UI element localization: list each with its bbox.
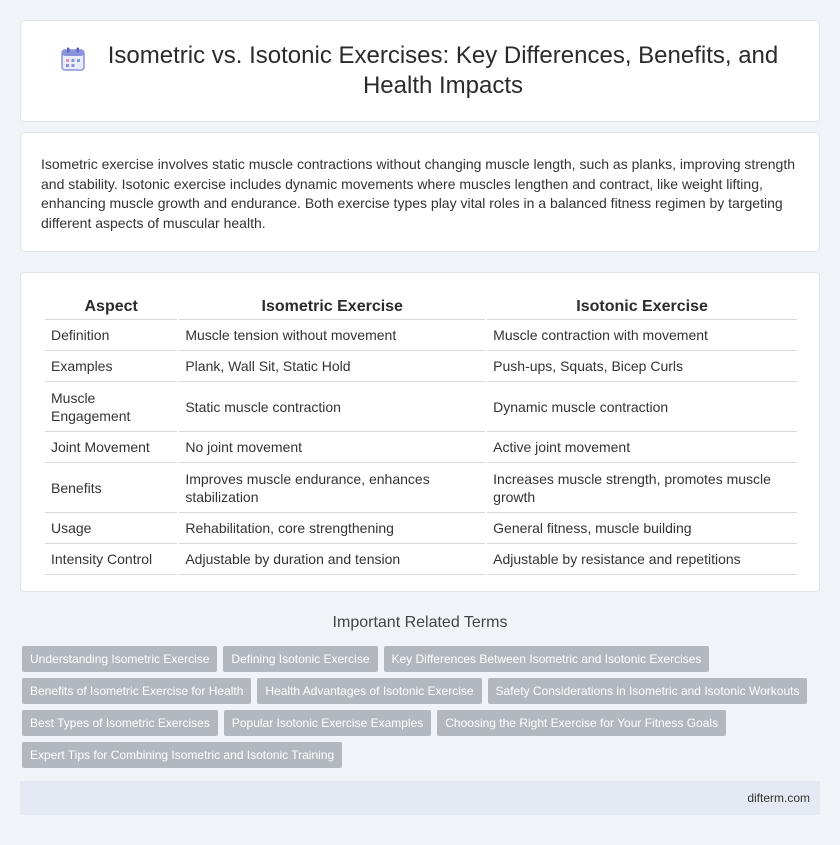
aspect-cell: Intensity Control [45, 544, 177, 575]
aspect-cell: Examples [45, 351, 177, 382]
isometric-cell: Muscle tension without movement [179, 320, 485, 351]
comparison-table [43, 295, 799, 575]
related-term-tag[interactable]: Choosing the Right Exercise for Your Fitness Goals [437, 710, 726, 736]
isometric-cell: No joint movement [179, 432, 485, 463]
related-term-tag[interactable]: Benefits of Isometric Exercise for Health [22, 678, 251, 704]
isometric-cell: Plank, Wall Sit, Static Hold [179, 351, 485, 382]
isometric-cell: Rehabilitation, core strengthening [179, 513, 485, 544]
table-row [45, 320, 797, 351]
header-isometric: Isometric Exercise [179, 295, 485, 320]
header-card [20, 20, 820, 122]
related-term-tag[interactable]: Popular Isotonic Exercise Examples [224, 710, 431, 736]
isotonic-cell: Increases muscle strength, promotes muscle growth [487, 463, 797, 513]
footer-site-link[interactable]: difterm.com [747, 791, 810, 805]
title-wrap [60, 41, 780, 101]
related-term-tag[interactable]: Expert Tips for Combining Isometric and Isotonic Training [22, 742, 342, 768]
aspect-cell: Definition [45, 320, 177, 351]
related-term-tag[interactable]: Key Differences Between Isometric and Isotonic Exercises [384, 646, 710, 672]
aspect-cell: Benefits [45, 463, 177, 513]
aspect-cell: Muscle Engagement [45, 382, 177, 432]
related-terms-tags [22, 646, 822, 774]
isotonic-cell: Push-ups, Squats, Bicep Curls [487, 351, 797, 382]
intro-paragraph: Isometric exercise involves static muscle contractions without changing muscle length, such as planks, improving strength and stability. Isotonic exercise includes dynamic movements where muscles lengthen and contract, like weight lifting, enhancing muscle growth and endurance. Both exercise types play vital roles in a balanced fitness regimen by targeting different aspects of muscular health. [41, 156, 796, 231]
calendar-icon [60, 46, 86, 72]
table-row [45, 544, 797, 575]
comparison-table-card [20, 272, 820, 592]
footer [20, 781, 820, 815]
tag-row [22, 678, 822, 704]
related-term-tag[interactable]: Safety Considerations in Isometric and Isotonic Workouts [488, 678, 808, 704]
related-terms-title: Important Related Terms [332, 614, 508, 631]
page-title: Isometric vs. Isotonic Exercises: Key Differences, Benefits, and Health Impacts [107, 42, 779, 99]
table-header-row [45, 295, 797, 320]
table-row [45, 351, 797, 382]
tag-row [22, 646, 822, 672]
table-row [45, 382, 797, 432]
table-row [45, 432, 797, 463]
header-isotonic: Isotonic Exercise [487, 295, 797, 320]
aspect-cell: Joint Movement [45, 432, 177, 463]
isotonic-cell: Active joint movement [487, 432, 797, 463]
table-row [45, 513, 797, 544]
related-term-tag[interactable]: Defining Isotonic Exercise [223, 646, 377, 672]
isotonic-cell: Adjustable by resistance and repetitions [487, 544, 797, 575]
header-aspect: Aspect [45, 295, 177, 320]
isotonic-cell: General fitness, muscle building [487, 513, 797, 544]
tag-row [22, 742, 822, 768]
isometric-cell: Adjustable by duration and tension [179, 544, 485, 575]
related-term-tag[interactable]: Health Advantages of Isotonic Exercise [257, 678, 481, 704]
intro-card [20, 132, 820, 252]
related-term-tag[interactable]: Best Types of Isometric Exercises [22, 710, 218, 736]
isometric-cell: Improves muscle endurance, enhances stabilization [179, 463, 485, 513]
isotonic-cell: Muscle contraction with movement [487, 320, 797, 351]
isotonic-cell: Dynamic muscle contraction [487, 382, 797, 432]
table-row [45, 463, 797, 513]
isometric-cell: Static muscle contraction [179, 382, 485, 432]
related-term-tag[interactable]: Understanding Isometric Exercise [22, 646, 217, 672]
aspect-cell: Usage [45, 513, 177, 544]
tag-row [22, 710, 822, 736]
